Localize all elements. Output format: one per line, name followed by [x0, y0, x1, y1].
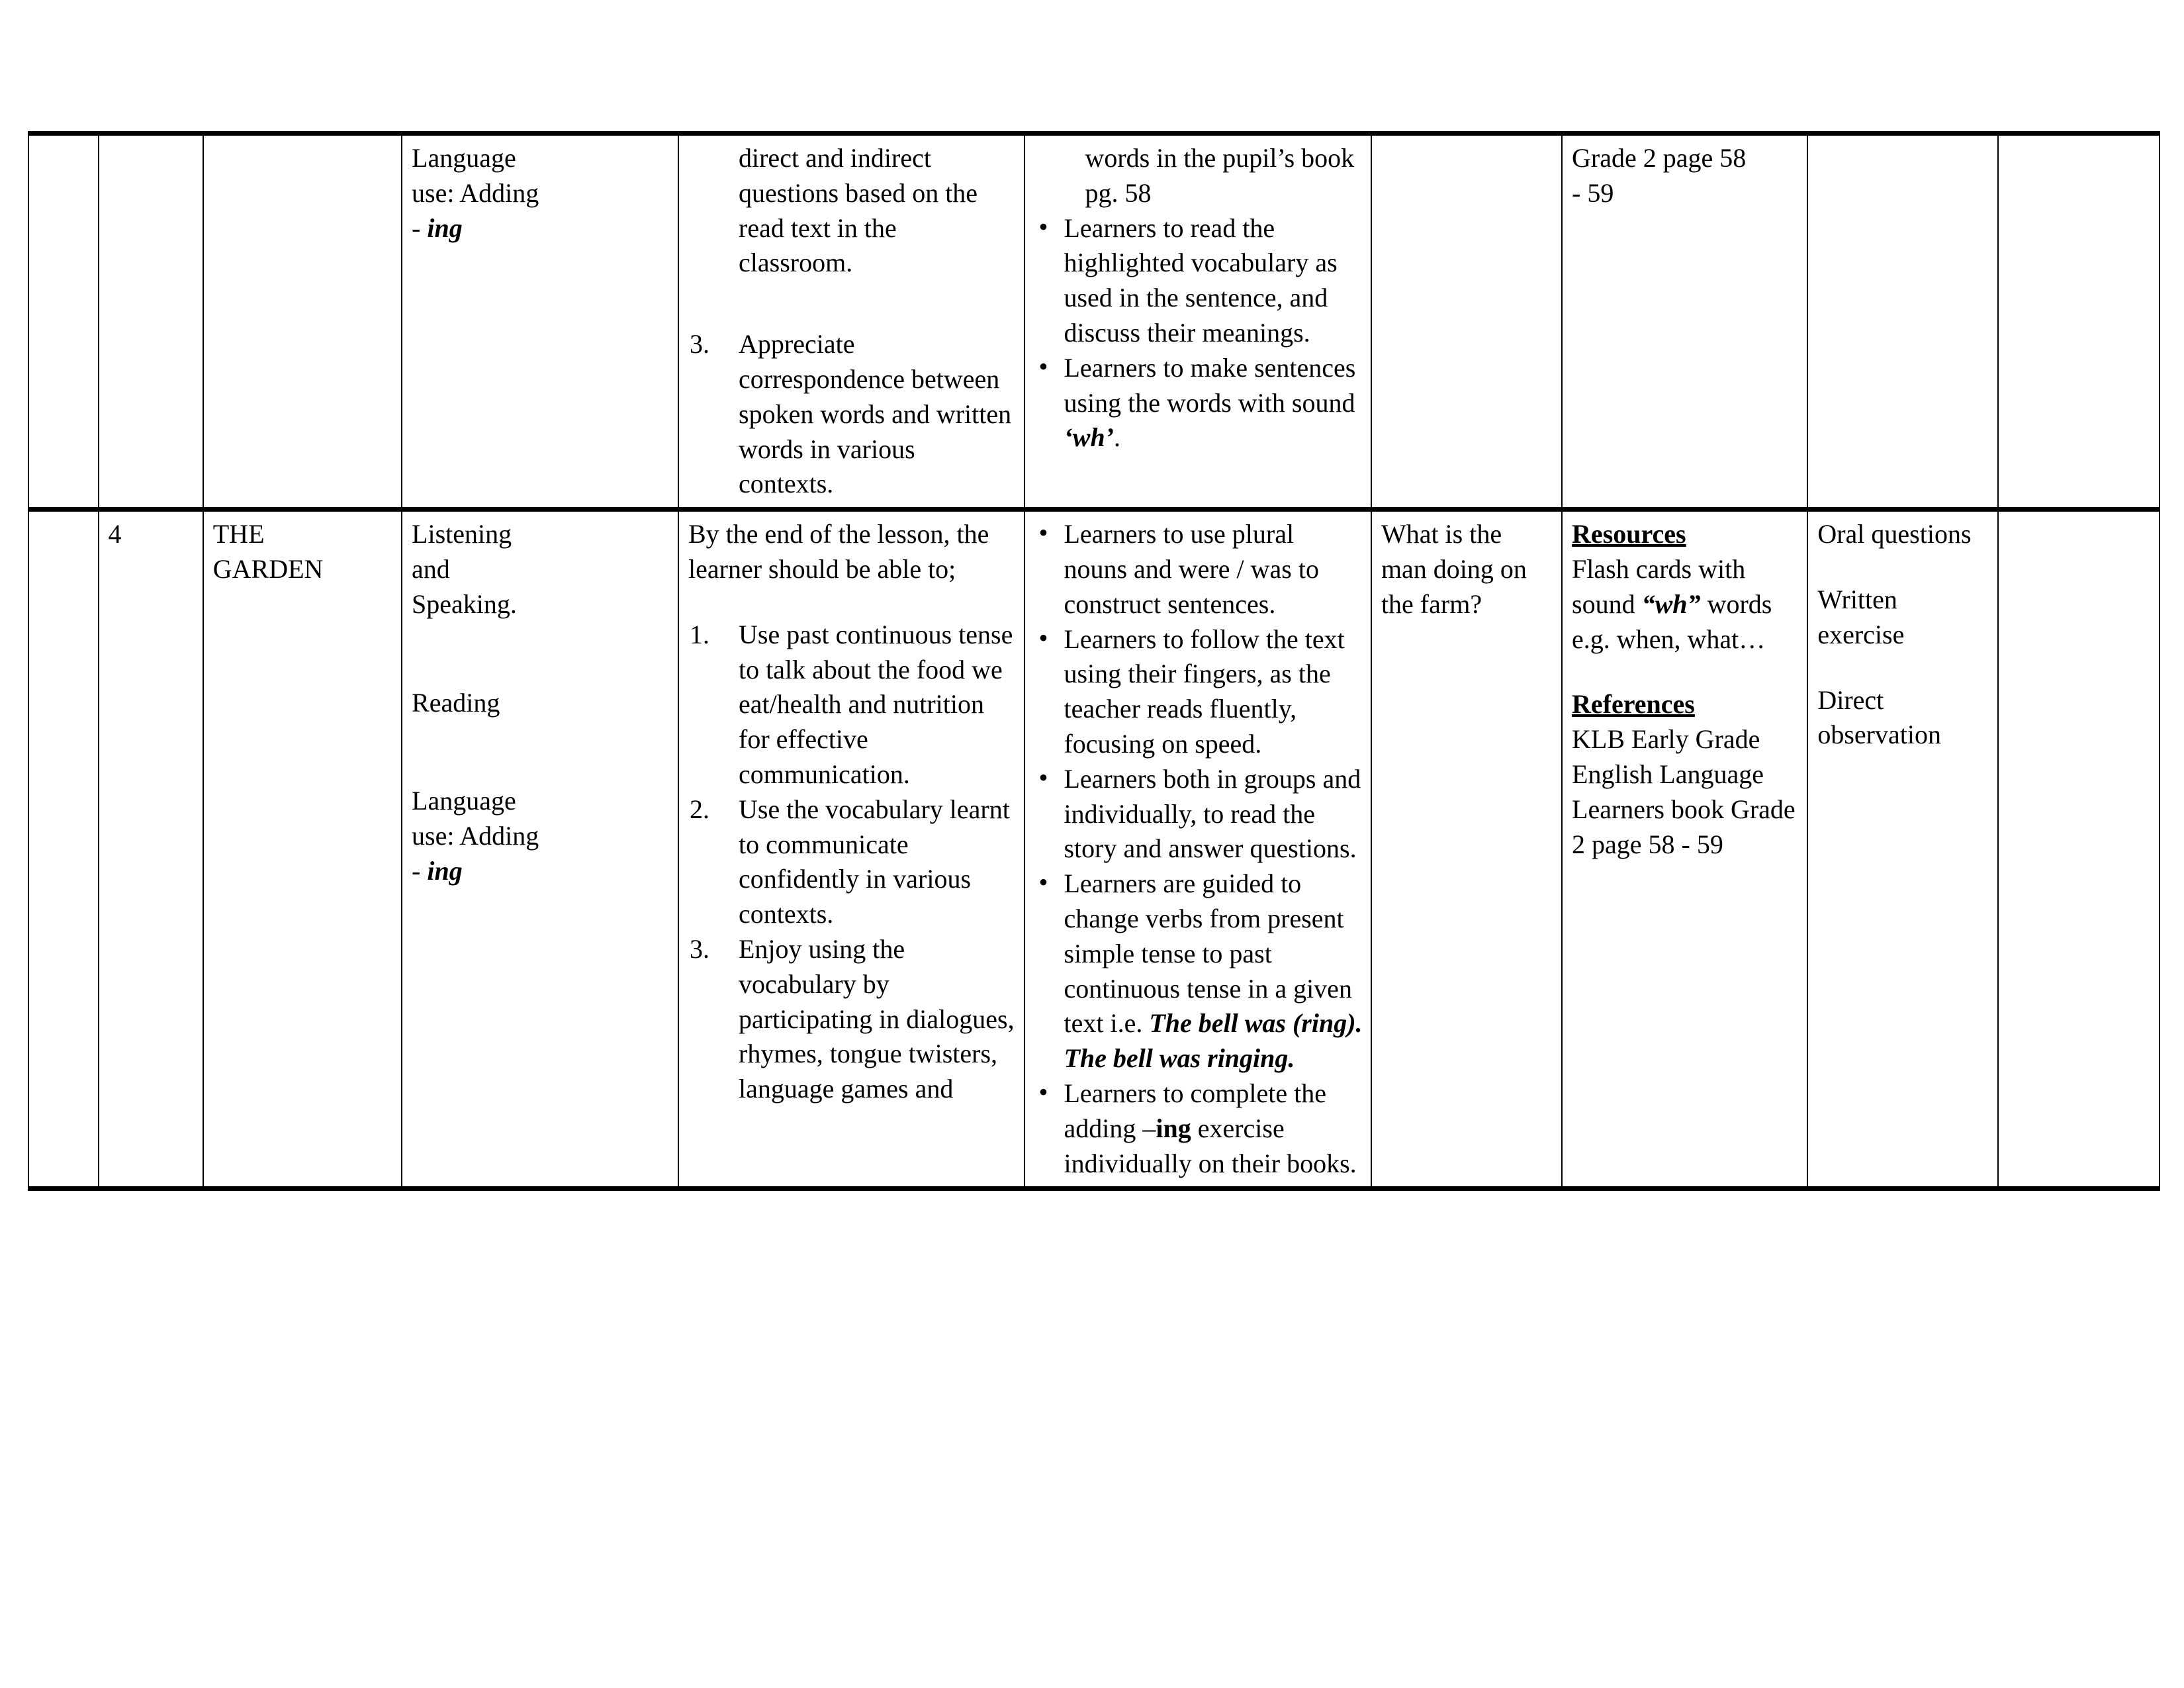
list-item [688, 327, 1016, 502]
spacer [412, 720, 670, 784]
cell-learning-outcomes [678, 134, 1024, 510]
cell-learning-experiences [1024, 510, 1371, 1189]
outcomes-list [688, 327, 1016, 502]
spacer [688, 281, 1016, 327]
substrand-b: Reading [412, 687, 500, 718]
cell-lesson [99, 510, 203, 1189]
lesson-value: 4 [108, 519, 122, 549]
inquiry-value: What is the man doing on the farm? [1381, 519, 1527, 619]
substrand-a-line-3: Speaking. [412, 588, 517, 619]
spacer [1817, 552, 1989, 583]
cell-week [28, 134, 99, 510]
experience-text: Learners both in groups and individually, to read the story and answer questions. [1064, 763, 1361, 864]
strand-line-1: THE [212, 519, 265, 549]
resource-line-1: Grade 2 page 58 [1572, 143, 1747, 173]
table-row [28, 134, 2160, 510]
list-item [1034, 867, 1362, 1076]
substrand-dash: - [412, 212, 428, 243]
list-item [688, 792, 1016, 932]
assessment-method-3: Direct observation [1817, 684, 1941, 750]
experience-example-sentence: The bell was (ring). The bell was ringing. [1064, 1008, 1363, 1074]
outcome-number: 3. [690, 329, 709, 359]
list-item [1034, 517, 1362, 622]
substrand-c-dash: - [412, 855, 428, 886]
cell-substrand [402, 134, 678, 510]
cell-learning-outcomes [678, 510, 1024, 1189]
outcome-number: 1. [690, 619, 709, 649]
cell-strand [203, 510, 402, 1189]
list-item [1034, 762, 1362, 867]
substrand-a-line-2: and [412, 553, 450, 584]
substrand-c-line-1: Language [412, 786, 516, 816]
spacer [1817, 653, 1989, 683]
outcome-number: 2. [690, 794, 709, 824]
cell-key-inquiry-question [1371, 510, 1562, 1189]
list-item [1034, 351, 1362, 455]
cell-assessment [1807, 134, 1998, 510]
experience-ing-lead: Learners to complete the adding – [1064, 1078, 1326, 1143]
outcomes-list [688, 618, 1016, 1107]
experience-text: Learners to make sentences using the words with sound [1064, 352, 1356, 418]
experience-period: . [1114, 422, 1121, 453]
references-body: KLB Early Grade English Language Learners book Grade 2 page 58 - 59 [1572, 724, 1796, 859]
resources-tail: words e.g. when, what… [1572, 588, 1772, 654]
cell-key-inquiry-question [1371, 134, 1562, 510]
experience-text: Learners to read the highlighted vocabulary as used in the sentence, and discuss their meanings. [1064, 212, 1338, 348]
resource-line-2: - 59 [1572, 177, 1614, 208]
strand-line-2: GARDEN [212, 553, 324, 584]
cell-reflection [1998, 510, 2160, 1189]
cell-strand [203, 134, 402, 510]
list-item [1034, 211, 1362, 351]
spacer [688, 587, 1016, 618]
experiences-list [1034, 211, 1362, 456]
substrand-line-3 [412, 211, 670, 246]
cell-week [28, 510, 99, 1189]
experience-continued-text: words in the pupil’s book pg. 58 [1085, 143, 1355, 208]
cell-assessment [1807, 510, 1998, 1189]
outcome-text: Use the vocabulary learnt to communicate confidently in various contexts. [739, 794, 1010, 929]
experiences-list [1034, 517, 1362, 1181]
cell-learning-resources [1562, 134, 1807, 510]
experience-text: Learners to follow the text using their fingers, as the teacher reads fluently, focusing on speed. [1064, 624, 1345, 759]
substrand-a-line-1: Listening [412, 519, 512, 549]
list-item [1034, 622, 1362, 762]
outcome-continued-text: direct and indirect questions based on the read text in the classroom. [739, 143, 978, 278]
cell-reflection [1998, 134, 2160, 510]
outcome-text: Use past continuous tense to talk about the food we eat/health and nutrition for effective communication. [739, 619, 1013, 789]
scheme-of-work-table [28, 131, 2160, 1191]
experience-ing-tail: exercise individually on their books. [1064, 1113, 1357, 1178]
substrand-c-line-3 [412, 854, 670, 889]
assessment-method-2: Written exercise [1817, 584, 1905, 649]
resources-lead: Flash cards with sound [1572, 553, 1746, 619]
substrand-line-2: use: Adding [412, 177, 539, 208]
resources-heading: Resources [1572, 519, 1686, 549]
cell-learning-resources [1562, 510, 1807, 1189]
experience-verbs-lead: Learners are guided to change verbs from present simple tense to past continuous tense in a given text i.e. [1064, 868, 1352, 1039]
list-item [1034, 1076, 1362, 1181]
experience-sound-token: ‘wh’ [1064, 422, 1115, 453]
spacer [1572, 657, 1799, 687]
substrand-ing: ing [427, 212, 463, 243]
cell-learning-experiences [1024, 134, 1371, 510]
resources-wh-token: “wh” [1641, 588, 1701, 619]
assessment-method-1: Oral questions [1817, 519, 1972, 549]
references-heading: References [1572, 689, 1695, 720]
spacer [412, 622, 670, 686]
outcomes-intro: By the end of the lesson, the learner should be able to; [688, 519, 989, 584]
cell-substrand [402, 510, 678, 1189]
outcome-text: Appreciate correspondence between spoken words and written words in various contexts. [739, 329, 1012, 499]
substrand-c-ing: ing [427, 855, 463, 886]
outcome-number: 3. [690, 933, 709, 964]
substrand-c-line-2: use: Adding [412, 821, 539, 851]
experience-text: Learners to use plural nouns and were / was to construct sentences. [1064, 519, 1319, 619]
cell-lesson [99, 134, 203, 510]
list-item [688, 932, 1016, 1107]
list-item [688, 618, 1016, 792]
resources-body [1572, 552, 1799, 657]
outcome-text: Enjoy using the vocabulary by participating in dialogues, rhymes, tongue twisters, language games and [739, 933, 1015, 1104]
experience-ing-token: ing [1156, 1113, 1191, 1143]
substrand-line-1: Language [412, 143, 516, 173]
table-row [28, 510, 2160, 1189]
